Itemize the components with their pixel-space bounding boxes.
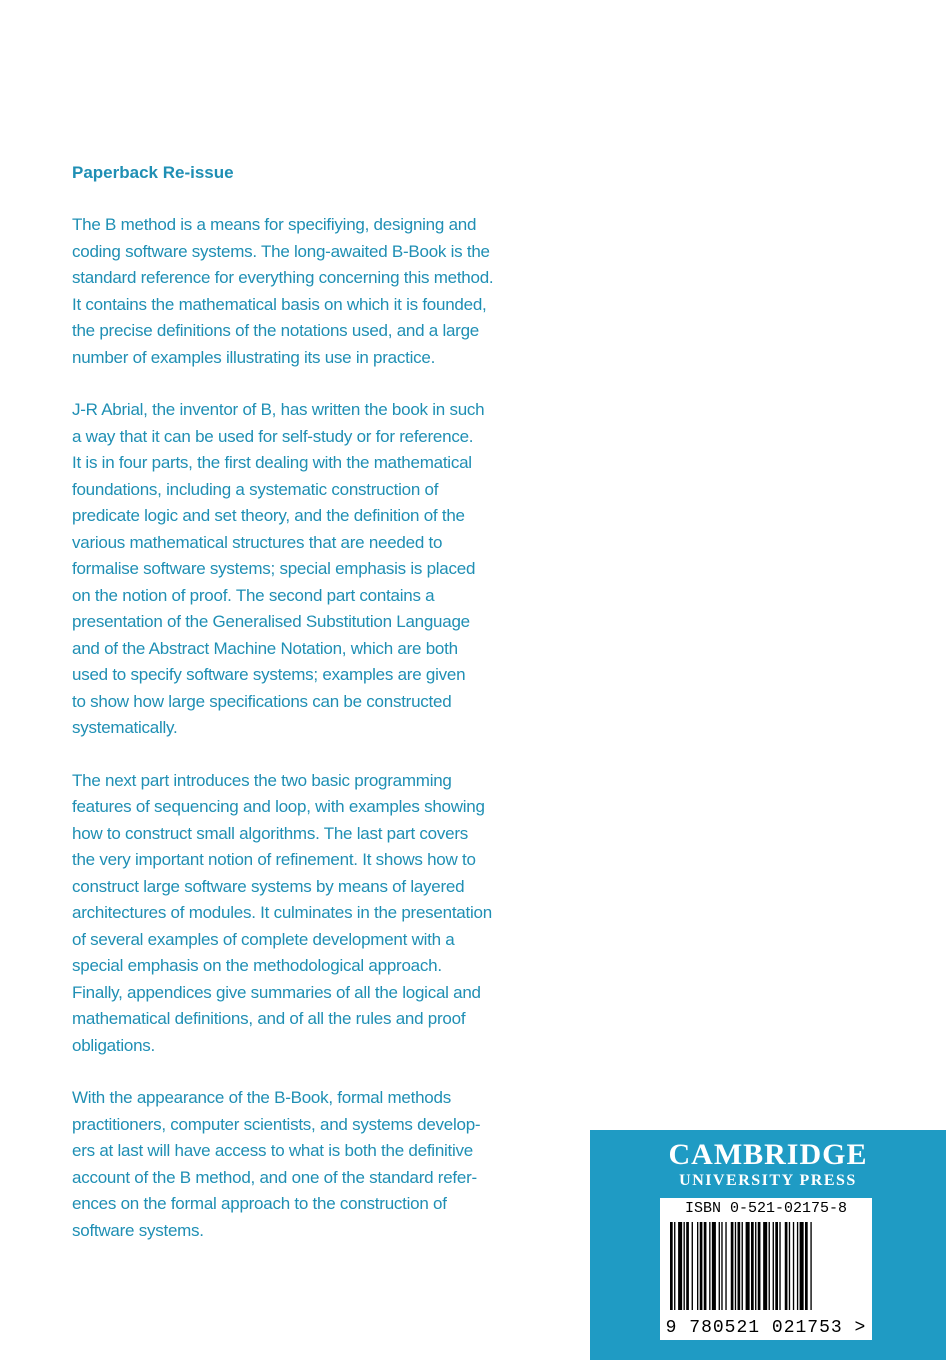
barcode-bar <box>674 1222 675 1310</box>
blurb-paragraph-2: J-R Abrial, the inventor of B, has written the book in such a way that it can be used for self-study or for reference. It is in four parts, the first dealing with the mathematical foundations, including a systematic construction of predicate logic and set theory, and the definition of the various mathematical structures that are needed to formalise software systems; special emphasis is placed on the notion of proof. The second part contains a presentation of the Generalised Substitution Language and of the Abstract Machine Notation, which are both used to specify software systems; examples are given to show how large specifications can be constructed systematically. <box>72 400 485 737</box>
back-cover-blurb <box>72 160 542 1270</box>
barcode-bar <box>735 1222 736 1310</box>
publisher-logo <box>590 1138 946 1190</box>
barcode-bar <box>700 1222 703 1310</box>
barcode-bar <box>678 1222 682 1310</box>
barcode-bar <box>709 1222 710 1310</box>
barcode-icon <box>668 1222 864 1314</box>
barcode-block <box>660 1198 872 1340</box>
barcode-bar <box>692 1222 693 1310</box>
barcode-bar <box>686 1222 689 1310</box>
barcode-bar <box>731 1222 734 1310</box>
barcode-bar <box>773 1222 774 1310</box>
publisher-name: CAMBRIDGE <box>668 1138 868 1171</box>
isbn-label: ISBN 0-521-02175-8 <box>684 1200 848 1217</box>
blurb-paragraph-1: The B method is a means for specifiying, designing and coding software systems. The long-awaited B-Book is the standard reference for everything concerning this method. It contains the mathematical basis on which it is founded, the precise definitions of the notations used, and a large number of examples illustrating its use in practice. <box>72 215 494 367</box>
barcode-bar <box>725 1222 726 1310</box>
barcode-bar <box>810 1222 811 1310</box>
barcode-bar <box>670 1222 673 1310</box>
barcode-bar <box>742 1222 743 1310</box>
blurb-paragraph-3: The next part introduces the two basic programming features of sequencing and loop, with examples showing how to construct small algorithms. The last part covers the very important notion of refinement. It shows how to construct large software systems by means of layered architectures of modules. It culminates in the presentation of several examples of complete development with a special emphasis on the methodological approach. Finally, appendices give summaries of all the logical and mathematical definitions, and of all the rules and proof obligations. <box>72 770 492 1055</box>
barcode-bar <box>704 1222 707 1310</box>
barcode-bar <box>712 1222 716 1310</box>
barcode-bar <box>719 1222 720 1310</box>
barcode-bar <box>763 1222 767 1310</box>
barcode-bar <box>800 1222 804 1310</box>
barcode-bar <box>738 1222 741 1310</box>
blurb-paragraph-4: With the appearance of the B-Book, formal methods practitioners, computer scientists, and systems develop- ers at last will have access to what is both the definitive account of the B method, and one of the standard refer- ences on the formal approach to the construction of software systems. <box>72 1088 481 1240</box>
barcode-bar <box>793 1222 794 1310</box>
barcode-bar <box>775 1222 778 1310</box>
barcode-bar <box>789 1222 790 1310</box>
barcode-bar <box>697 1222 698 1310</box>
barcode-bar <box>785 1222 788 1310</box>
edition-heading: Paperback Re-issue <box>72 163 234 182</box>
barcode-bar <box>797 1222 798 1310</box>
publisher-subname: UNIVERSITY PRESS <box>679 1172 857 1189</box>
barcode-bar <box>721 1222 722 1310</box>
barcode-bar <box>769 1222 770 1310</box>
barcode-bar <box>684 1222 685 1310</box>
ean-number: 9 780521 021753 > <box>665 1318 867 1338</box>
barcode-bar <box>758 1222 761 1310</box>
barcode-bar <box>751 1222 754 1310</box>
barcode-bar <box>755 1222 756 1310</box>
barcode-bar <box>746 1222 750 1310</box>
barcode-bar <box>805 1222 808 1310</box>
barcode-bar <box>779 1222 780 1310</box>
publisher-panel <box>590 1130 946 1360</box>
